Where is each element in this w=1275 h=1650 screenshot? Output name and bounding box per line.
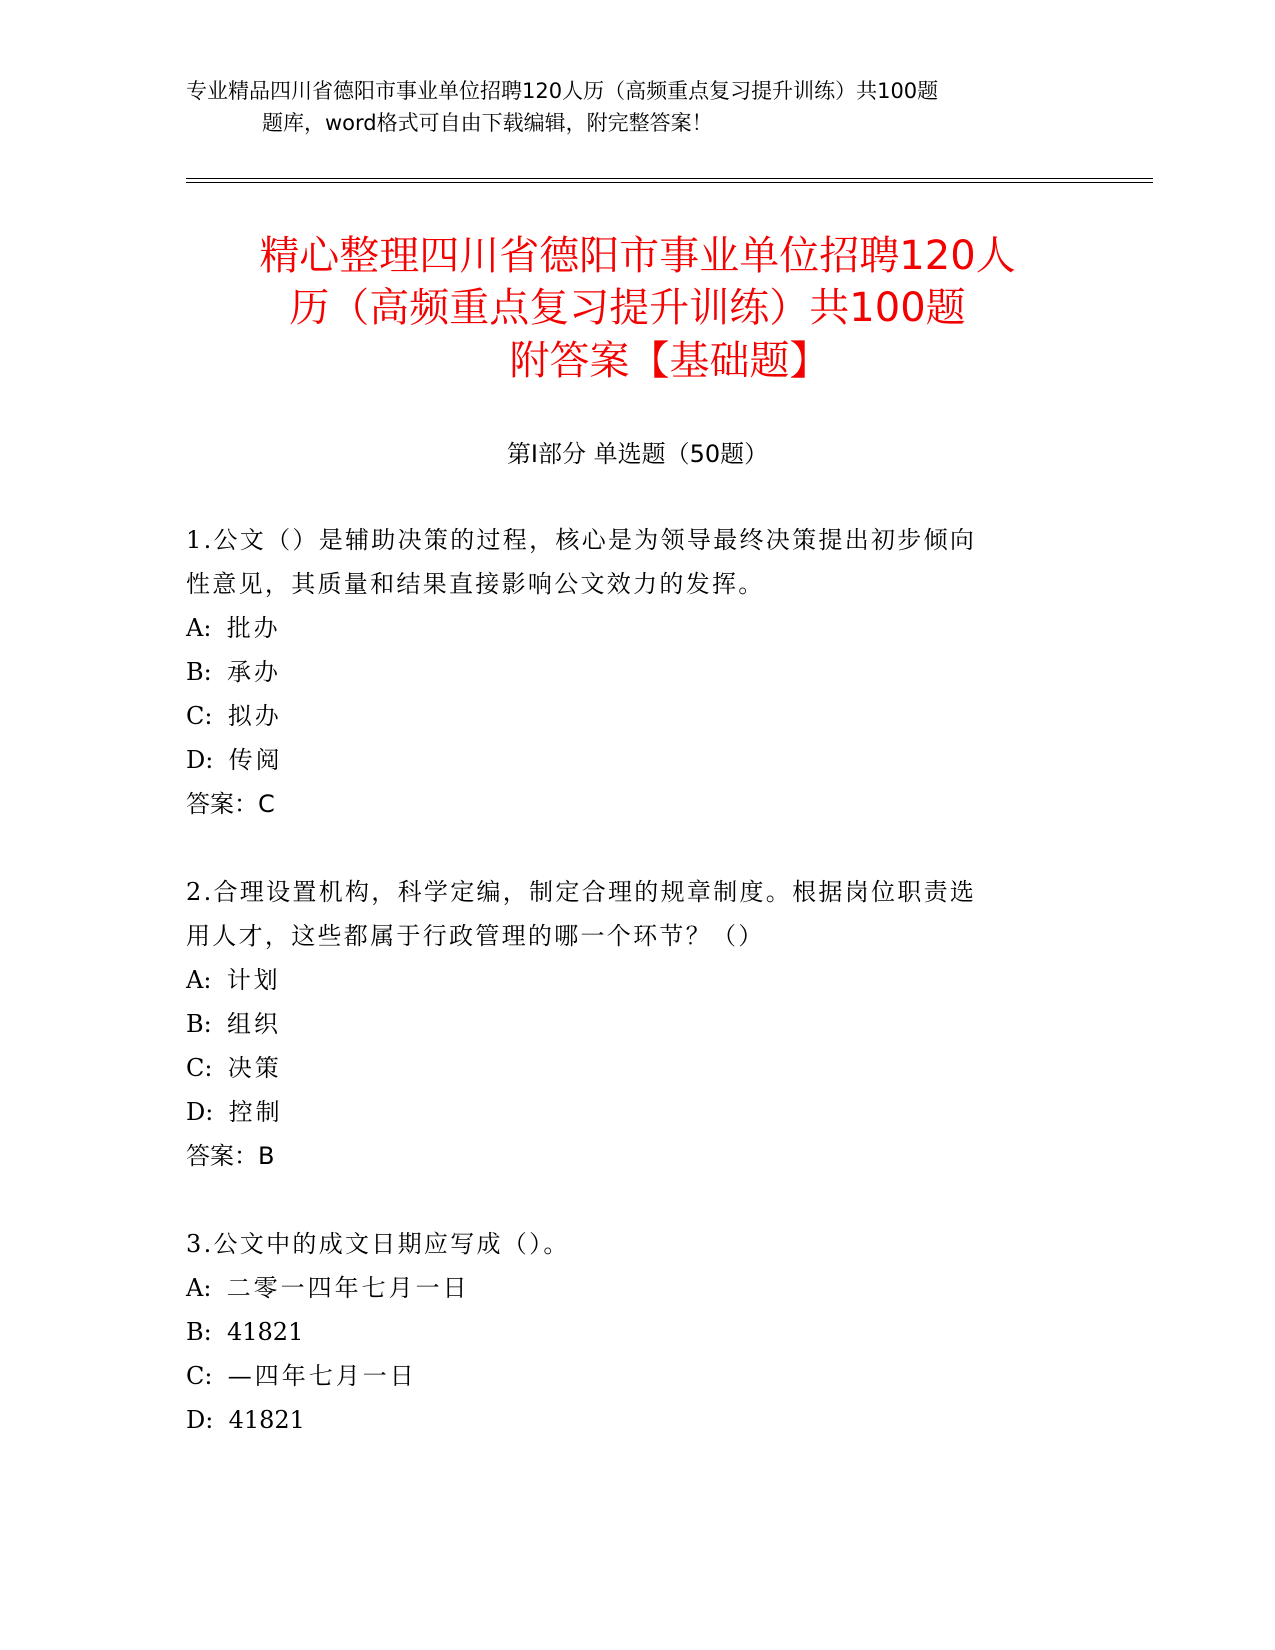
option-label: C: xyxy=(186,1362,213,1390)
option-text: 控制 xyxy=(228,1098,283,1126)
option-d xyxy=(186,1403,305,1437)
question-text-line: 1.公文（）是辅助决策的过程，核心是为领导最终决策提出初步倾向 xyxy=(186,526,977,554)
option-text: 41821 xyxy=(227,1318,304,1346)
answer: 答案：B xyxy=(186,1142,275,1170)
answer: 答案：C xyxy=(186,790,275,818)
option-label: B: xyxy=(186,1318,212,1346)
option-text: 批办 xyxy=(226,614,281,642)
option-text: 41821 xyxy=(228,1406,305,1434)
option-label: B: xyxy=(186,658,212,686)
header-line-2: 题库，word格式可自由下载编辑，附完整答案！ xyxy=(262,111,713,135)
option-d xyxy=(186,743,283,777)
question-text-line: 2.合理设置机构，科学定编，制定合理的规章制度。根据岗位职责选 xyxy=(186,878,977,906)
option-text: 决策 xyxy=(227,1054,282,1082)
option-c xyxy=(186,1359,417,1393)
option-text: 承办 xyxy=(227,658,281,686)
option-label: C: xyxy=(186,702,213,730)
option-text: 二零一四年七月一日 xyxy=(226,1274,470,1302)
option-d xyxy=(186,1095,283,1129)
section-title: 第I部分 单选题（50题） xyxy=(506,440,769,468)
question-text-line: 3.公文中的成文日期应写成（）。 xyxy=(186,1230,570,1258)
title-line-2: 历（高频重点复习提升训练）共100题 xyxy=(289,285,966,331)
option-label: D: xyxy=(186,1098,214,1126)
option-a xyxy=(186,963,281,997)
option-b xyxy=(186,1007,281,1041)
option-label: C: xyxy=(186,1054,213,1082)
header-divider-top xyxy=(186,178,1153,179)
option-text: 组织 xyxy=(227,1010,281,1038)
option-label: D: xyxy=(186,1406,214,1434)
option-text: —四年七月一日 xyxy=(227,1362,417,1390)
option-label: B: xyxy=(186,1010,212,1038)
option-label: A: xyxy=(186,1274,212,1302)
header-line-1: 专业精品四川省德阳市事业单位招聘120人历（高频重点复习提升训练）共100题 xyxy=(186,79,939,103)
option-b xyxy=(186,1315,303,1349)
option-b xyxy=(186,655,281,689)
question-text-line: 用人才，这些都属于行政管理的哪一个环节？（） xyxy=(186,922,765,950)
option-c xyxy=(186,699,282,733)
option-text: 计划 xyxy=(226,966,281,994)
option-text: 传阅 xyxy=(228,746,283,774)
title-line-3: 附答案【基础题】 xyxy=(509,338,830,384)
option-label: A: xyxy=(186,614,212,642)
title-line-1: 精心整理四川省德阳市事业单位招聘120人 xyxy=(259,233,1016,279)
option-label: A: xyxy=(186,966,212,994)
option-a xyxy=(186,1271,470,1305)
option-label: D: xyxy=(186,746,214,774)
header-divider-bottom xyxy=(186,182,1153,183)
option-c xyxy=(186,1051,282,1085)
option-text: 拟办 xyxy=(227,702,282,730)
question-text-line: 性意见，其质量和结果直接影响公文效力的发挥。 xyxy=(186,570,765,598)
option-a xyxy=(186,611,281,645)
